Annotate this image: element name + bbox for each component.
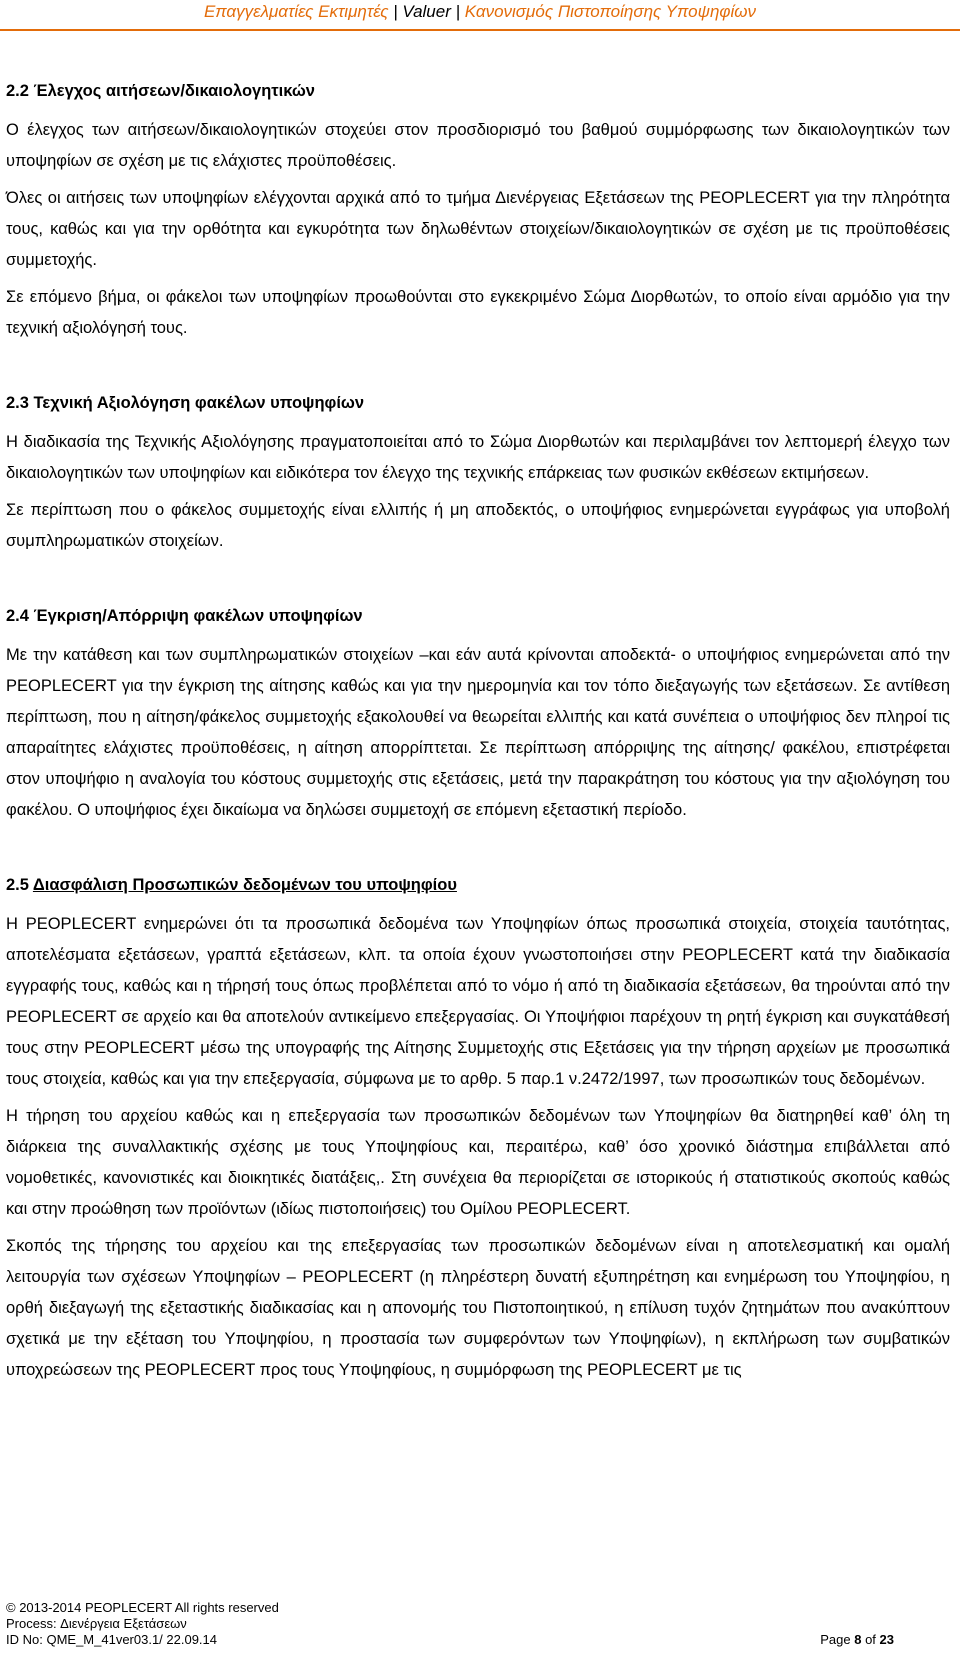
page-of-label: of xyxy=(861,1632,880,1647)
paragraph: Ο έλεγχος των αιτήσεων/δικαιολογητικών στοχεύει στον προσδιορισμό του βαθμού συμμόρφωσης των δικαιολογητικών των υποψηφίων σε σχέση με τις ελάχιστες προϋποθέσεις. xyxy=(6,121,950,170)
paragraph: Σε επόμενο βήμα, οι φάκελοι των υποψηφίων προωθούνται στο εγκεκριμένο Σώμα Διορθωτών, το οποίο είναι αρμόδιο για την τεχνική αξιολόγησή τους. xyxy=(6,288,950,337)
section-spacer xyxy=(6,350,950,388)
page-label: Page xyxy=(820,1632,855,1647)
header-separator: | xyxy=(450,2,465,21)
total-pages: 23 xyxy=(879,1632,894,1647)
footer-process: Process: Διενέργεια Εξετάσεων xyxy=(6,1616,187,1631)
section-heading: 2.4 Έγκριση/Απόρριψη φακέλων υποψηφίων xyxy=(6,607,363,625)
section-title-underlined: Διασφάλιση Προσωπικών δεδομένων του υποψηφίου xyxy=(32,876,457,894)
current-page: 8 xyxy=(854,1632,862,1647)
header-divider xyxy=(0,29,960,31)
footer-copyright: © 2013-2014 PEOPLECERT All rights reserved xyxy=(6,1600,279,1615)
header-document-category: Επαγγελματίες Εκτιμητές xyxy=(203,2,389,21)
section-heading xyxy=(6,870,950,901)
paragraph: Όλες οι αιτήσεις των υποψηφίων ελέγχονται αρχικά από το τμήμα Διενέργειας Εξετάσεων της PEOPLECERT για την πληρότητα τους, καθώς και για την ορθότητα και εγκυρότητα των δηλωθέντων στοιχείων/δικαιολογητικών σε σχέση με τις προϋποθέσεις συμμετοχής. xyxy=(6,189,950,269)
section-2-2 xyxy=(6,76,950,344)
footer-id-number: ID No: QME_M_41ver03.1/ 22.09.14 xyxy=(6,1632,218,1647)
section-2-4 xyxy=(6,601,950,826)
page-footer xyxy=(6,1600,950,1648)
section-number: 2.5 xyxy=(6,876,33,894)
page-header xyxy=(0,2,960,22)
section-spacer xyxy=(6,563,950,601)
header-separator: | xyxy=(388,2,403,21)
paragraph: Η διαδικασία της Τεχνικής Αξιολόγησης πραγματοποιείται από το Σώμα Διορθωτών και περιλαμβάνει τον λεπτομερή έλεγχο των δικαιολογητικών των υποψηφίων και ειδικότερα τον έλεγχο της τεχνικής επάρκειας των φυσικών εκθέσεων εκτιμήσεων. xyxy=(6,433,950,482)
document-body xyxy=(6,76,950,1392)
paragraph: Σε περίπτωση που ο φάκελος συμμετοχής είναι ελλιπής ή μη αποδεκτός, ο υποψήφιος ενημερώνεται εγγράφως για υποβολή συμπληρωματικών στοιχείων. xyxy=(6,501,950,550)
section-heading: 2.3 Τεχνική Αξιολόγηση φακέλων υποψηφίων xyxy=(6,394,365,412)
header-document-title: Κανονισμός Πιστοποίησης Υποψηφίων xyxy=(464,2,757,21)
header-document-type: Valuer xyxy=(402,2,451,21)
page-number xyxy=(820,1632,894,1648)
section-2-5 xyxy=(6,870,950,1386)
paragraph: Με την κατάθεση και των συμπληρωματικών στοιχείων –και εάν αυτά κρίνονται αποδεκτά- ο υποψήφιος ενημερώνεται από την PEOPLECERT για την έγκριση της αίτησης καθώς και για την ημερομηνία και τον τόπο διεξαγωγής των εξετάσεων. Σε αντίθεση περίπτωση, που η αίτηση/φάκελος συμμετοχής εξακολουθεί να θεωρείται ελλιπής και κατά συνέπεια ο υποψήφιος δεν πληροί τις απαραίτητες ελάχιστες προϋποθέσεις, η αίτηση απορρίπτεται. Σε περίπτωση απόρριψης της αίτησης/ φακέλου, επιστρέφεται στον υποψήφιο η αναλογία του κόστους συμμετοχής στις εξετάσεις, μετά την παρακράτηση του κόστους για την αξιολόγηση του φακέλου. Ο υποψήφιος έχει δικαίωμα να δηλώσει συμμετοχή σε επόμενη εξεταστική περίοδο. xyxy=(6,646,950,819)
section-2-3 xyxy=(6,388,950,557)
paragraph: Σκοπός της τήρησης του αρχείου και της επεξεργασίας των προσωπικών δεδομένων είναι η αποτελεσματική και ομαλή λειτουργία των σχέσεων Υποψηφίων – PEOPLECERT (η πληρέστερη δυνατή εξυπηρέτηση και ενημέρωση του Υποψηφίου, η ορθή διεξαγωγή της εξεταστικής διαδικασίας και η απονομής του Πιστοποιητικού, η επίλυση τυχόν ζητημάτων που ανακύπτουν σχετικά με την εξέταση του Υποψηφίου, η προστασία των συμφερόντων των Υποψηφίων), η εκπλήρωση των συμβατικών υποχρεώσεων της PEOPLECERT προς τους Υποψηφίους, η συμμόρφωση της PEOPLECERT με τις xyxy=(6,1237,950,1379)
section-heading: 2.2 Έλεγχος αιτήσεων/δικαιολογητικών xyxy=(6,82,315,100)
paragraph: Η τήρηση του αρχείου καθώς και η επεξεργασία των προσωπικών δεδομένων των Υποψηφίων θα διατηρηθεί καθ’ όλη τη διάρκεια της συναλλακτικής σχέσης με τους Υποψηφίους και, περαιτέρω, καθ’ όσο χρονικό διάστημα επιβάλλεται από νομοθετικές, κανονιστικές και διοικητικές διατάξεις,. Στη συνέχεια θα περιορίζεται σε ιστορικούς ή στατιστικούς σκοπούς καθώς και στην προώθηση των προϊόντων (ιδίως πιστοποιήσεις) του Ομίλου PEOPLECERT. xyxy=(6,1107,950,1218)
paragraph: Η PEOPLECERT ενημερώνει ότι τα προσωπικά δεδομένα των Υποψηφίων όπως προσωπικά στοιχεία, στοιχεία ταυτότητας, αποτελέσματα εξετάσεων, γραπτά εξετάσεων, κλπ. τα οποία έχουν γνωστοποιήσει στην PEOPLECERT κατά την διαδικασία εγγραφής τους, καθώς και η τήρησή τους όπως προβλέπεται από το νόμο ή από τη διαδικασία εξετάσεων, θα τηρούνται από την PEOPLECERT σε αρχείο και θα αποτελούν αντικείμενο επεξεργασίας. Οι Υποψήφιοι παρέχουν τη ρητή έγκριση και συγκατάθεσή τους στην PEOPLECERT μέσω της υπογραφής της Αίτησης Συμμετοχής στις Εξετάσεις για την τήρηση αρχείων με προσωπικά τους στοιχεία, καθώς και για την επεξεργασία, σύμφωνα με το αρθρ. 5 παρ.1 ν.2472/1997, των προσωπικών τους δεδομένων. xyxy=(6,915,950,1088)
section-spacer xyxy=(6,832,950,870)
